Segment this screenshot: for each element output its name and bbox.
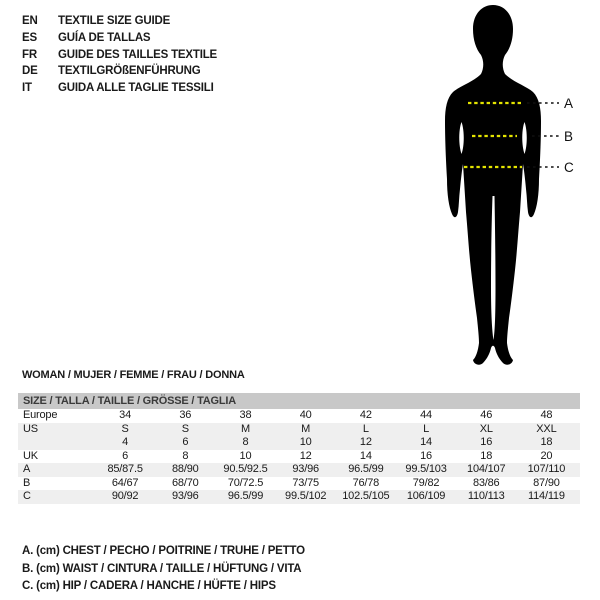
size-value-cell: 106/109 [406, 490, 446, 502]
chest-marker-label: A [564, 96, 574, 111]
hip-marker-label: C [564, 160, 574, 175]
language-title-row [22, 47, 217, 64]
language-title-list [22, 13, 217, 97]
size-value-cell: 70/72.5 [227, 476, 264, 489]
table-row [18, 463, 580, 477]
size-table [18, 393, 580, 504]
size-value-cell: M [301, 422, 311, 435]
woman-silhouette [445, 5, 541, 365]
language-title-row [22, 80, 217, 97]
size-value-cell: L [362, 422, 369, 435]
size-value-cell: 96.5/99 [348, 463, 384, 475]
size-value-cell: 6 [182, 436, 189, 448]
table-row [18, 477, 580, 491]
size-value-cell: 10 [299, 436, 312, 448]
row-label: UK [23, 449, 38, 462]
size-value-cell: 14 [420, 436, 432, 448]
guide-title-text: TEXTILE SIZE GUIDE [58, 15, 171, 27]
size-value-cell: 10 [239, 449, 252, 462]
size-value-cell: 88/90 [172, 463, 199, 475]
measurement-legend [22, 543, 305, 596]
size-value-cell: 36 [179, 409, 192, 421]
size-value-cell: 110/113 [467, 490, 505, 502]
language-code: EN [22, 15, 38, 27]
size-value-cell: 16 [420, 449, 432, 462]
size-value-cell: 93/96 [292, 463, 319, 475]
size-value-cell: 68/70 [172, 476, 199, 489]
row-label: A [23, 463, 31, 475]
size-value-cell: 64/67 [111, 476, 139, 489]
guide-title-text: GUIDE DES TAILLES TEXTILE [58, 48, 217, 61]
size-value-cell: 34 [119, 409, 132, 421]
size-value-cell: 90.5/92.5 [223, 463, 268, 475]
size-value-cell: 87/90 [533, 476, 560, 489]
size-value-cell: 93/96 [172, 490, 199, 502]
size-value-cell: S [181, 422, 189, 435]
size-value-cell: 18 [540, 436, 553, 448]
size-value-cell: 18 [480, 449, 493, 462]
size-value-cell: L [423, 422, 429, 435]
table-row [18, 423, 580, 437]
size-value-cell: 12 [299, 449, 312, 462]
row-label: B [23, 476, 31, 489]
size-value-cell: S [121, 422, 129, 435]
guide-title-text: GUIDA ALLE TAGLIE TESSILI [58, 82, 214, 95]
size-value-cell: 107/110 [527, 463, 566, 475]
size-table-header: SIZE / TALLA / TAILLE / GRÖSSE / TAGLIA [18, 393, 580, 409]
size-value-cell: 114/119 [528, 490, 565, 502]
size-value-cell: 76/78 [352, 476, 380, 489]
table-row [18, 450, 580, 464]
guide-title-text: GUÍA DE TALLAS [58, 31, 151, 44]
language-code: FR [22, 48, 37, 61]
row-label: Europe [23, 409, 58, 421]
size-value-cell: 99.5/102 [285, 490, 327, 502]
size-value-cell: 44 [420, 409, 432, 421]
size-value-cell: 42 [359, 409, 372, 421]
language-title-row [22, 63, 217, 80]
waist-marker-label: B [564, 129, 574, 144]
table-row [18, 409, 580, 423]
size-value-cell: 96.5/99 [227, 490, 264, 502]
row-label: US [23, 422, 38, 435]
size-value-cell: 104/107 [467, 463, 506, 475]
size-value-cell: 14 [359, 449, 372, 462]
size-value-cell: 6 [122, 449, 129, 462]
row-label [18, 436, 95, 450]
size-value-cell: XL [479, 422, 493, 435]
size-value-cell: XXL [536, 422, 557, 435]
size-value-cell: M [240, 422, 250, 435]
table-row [18, 436, 580, 450]
woman-silhouette-figure [420, 0, 600, 380]
size-value-cell: 85/87.5 [107, 463, 143, 475]
language-code: DE [22, 65, 38, 78]
size-value-cell: 99.5/103 [405, 463, 447, 475]
size-value-cell: 38 [239, 409, 252, 421]
row-label: C [23, 490, 31, 502]
table-row [18, 490, 580, 504]
language-title-row [22, 30, 217, 47]
legend-line: C. (cm) HIP / CADERA / HANCHE / HÜFTE / HIPS [22, 580, 276, 593]
size-table-body [18, 409, 580, 504]
size-value-cell: 4 [122, 436, 129, 448]
legend-line: B. (cm) WAIST / CINTURA / TAILLE / HÜFTUNG / VITA [22, 562, 302, 575]
size-value-cell: 12 [359, 436, 372, 448]
size-value-cell: 73/75 [292, 476, 319, 489]
size-value-cell: 8 [242, 436, 249, 448]
language-code: ES [22, 31, 37, 44]
size-value-cell: 48 [540, 409, 553, 421]
size-value-cell: 102.5/105 [342, 490, 390, 502]
size-value-cell: 8 [182, 449, 189, 462]
size-value-cell: 16 [480, 436, 493, 448]
language-code: IT [22, 82, 32, 95]
size-value-cell: 83/86 [472, 476, 500, 489]
size-value-cell: 46 [480, 409, 493, 421]
size-value-cell: 79/82 [412, 476, 440, 489]
size-value-cell: 20 [540, 449, 553, 462]
legend-line: A. (cm) CHEST / PECHO / POITRINE / TRUHE / PETTO [22, 545, 305, 557]
language-title-row [22, 13, 217, 30]
size-value-cell: 90/92 [111, 490, 139, 502]
size-value-cell: 40 [299, 409, 312, 421]
guide-title-text: TEXTILGRÖßENFÜHRUNG [58, 65, 201, 78]
table-group-title: WOMAN / MUJER / FEMME / FRAU / DONNA [22, 369, 245, 381]
